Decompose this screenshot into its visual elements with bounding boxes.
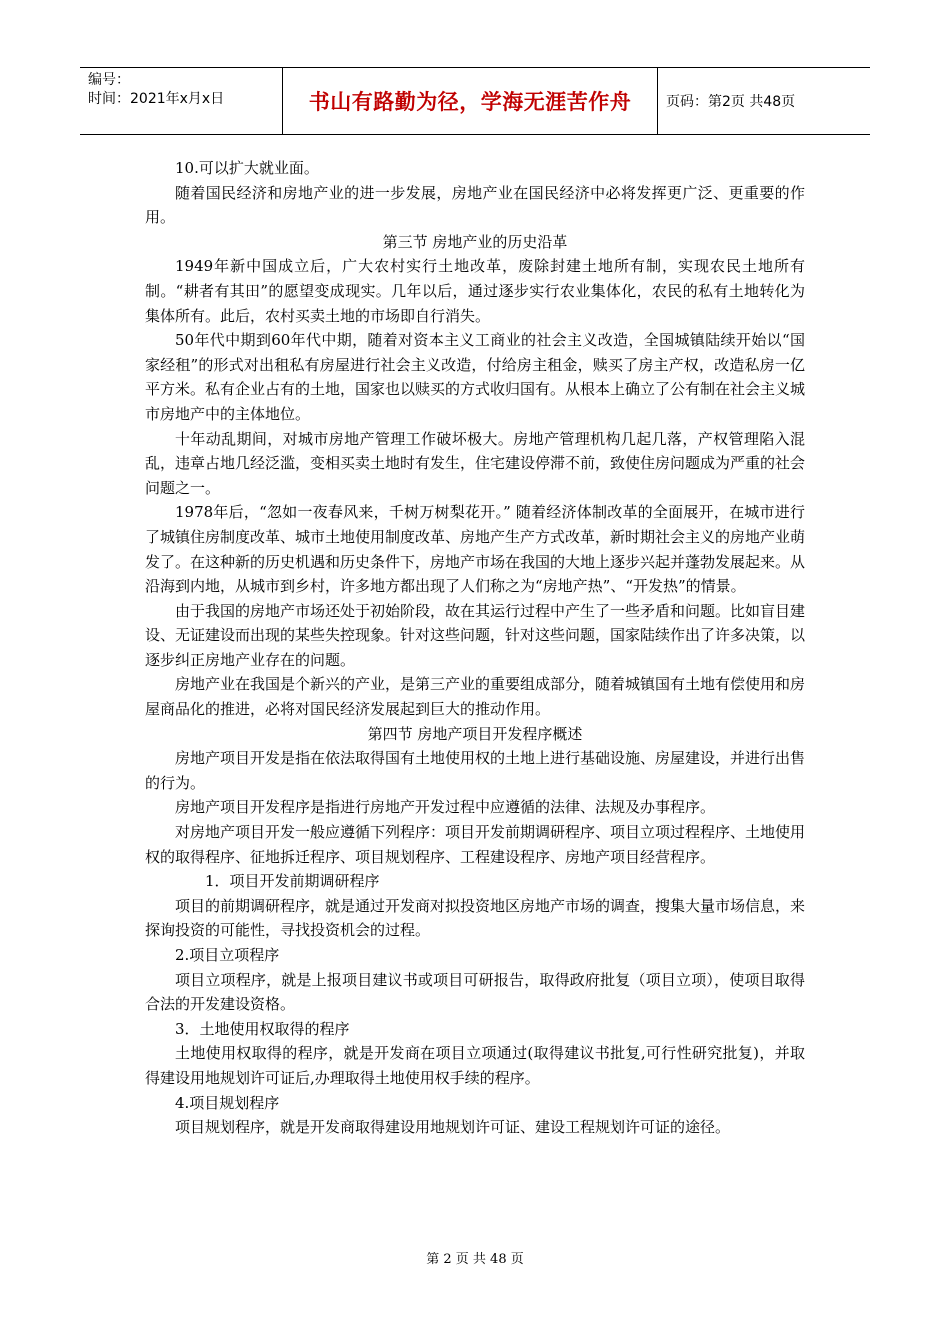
paragraph: 项目规划程序，就是开发商取得建设用地规划许可证、建设工程规划许可证的途径。 [175,1118,731,1137]
paragraph: 10.可以扩大就业面。 [175,159,319,177]
paragraph: 土地使用权取得的程序，就是开发商在项目立项通过(取得建议书批复,可行性研究批复)，并取得建设用地规划许可证后,办理取得土地使用权手续的程序。 [145,1044,805,1087]
paragraph: 房地产项目开发程序是指进行房地产开发过程中应遵循的法律、法规及办事程序。 [175,798,716,817]
subsection-heading: 4.项目规划程序 [175,1093,280,1112]
header-motto: 书山有路勤为径，学海无涯苦作舟 [283,68,658,134]
paragraph: 随着国民经济和房地产业的进一步发展，房地产业在国民经济中必将发挥更广泛、更重要的作用。 [145,183,805,227]
document-number-label: 编号： [88,72,130,88]
paragraph: 项目立项程序，就是上报项目建议书或项目可研报告，取得政府批复（项目立项），使项目取得合法的开发建设资格。 [145,970,805,1014]
subsection-heading: 1．项目开发前期调研程序 [205,872,380,891]
subsection-heading: 2.项目立项程序 [175,946,280,964]
document-date: 时间：2021年x月x日 [88,91,225,107]
document-header [80,67,870,135]
paragraph: 对房地产项目开发一般应遵循下列程序：项目开发前期调研程序、项目立项过程程序、土地使用权的取得程序、征地拆迁程序、项目规划程序、工程建设程序、房地产项目经营程序。 [145,823,806,866]
paragraph: 房地产项目开发是指在依法取得国有土地使用权的土地上进行基础设施、房屋建设，并进行出售的行为。 [145,749,806,792]
section-heading: 第四节 房地产项目开发程序概述 [367,724,583,743]
paragraph: 由于我国的房地产市场还处于初始阶段，故在其运行过程中产生了一些矛盾和问题。比如盲目建设、无证建设而出现的某些失控现象。针对这些问题，针对这些问题，国家陆续作出了许多决策，以逐步纠正房地产业存在的问题。 [145,601,806,669]
paragraph: 十年动乱期间，对城市房地产管理工作破坏极大。房地产管理机构几起几落，产权管理陷入混乱，违章占地几经泛滥，变相买卖土地时有发生，住宅建设停滞不前，致使住房问题成为严重的社会问题之一。 [145,429,806,497]
section-heading: 第三节 房地产业的历史沿革 [382,232,568,251]
paragraph: 1978年后，“忽如一夜春风来，千树万树梨花开。” 随着经济体制改革的全面展开，在城市进行了城镇住房制度改革、城市土地使用制度改革、房地产生产方式改革，新时期社会主义的房地产业萌发了。在这种新的历史机遇和历史条件下，房地产市场在我国的大地上逐步兴起并蓬勃发展起来。从沿海到内地，从城市到乡村，许多地方都出现了人们称之为“房地产热”、“开发热”的情景。 [145,503,806,596]
paragraph: 1949年新中国成立后，广大农村实行土地改革，废除封建土地所有制，实现农民土地所有制。“耕者有其田”的愿望变成现实。几年以后，通过逐步实行农业集体化，农民的私有土地转化为集体所有。此后，农村买卖土地的市场即自行消失。 [145,257,805,325]
subsection-heading: 3．土地使用权取得的程序 [175,1019,350,1038]
paragraph: 房地产业在我国是个新兴的产业，是第三产业的重要组成部分，随着城镇国有土地有偿使用和房屋商品化的推进，必将对国民经济发展起到巨大的推动作用。 [145,675,806,719]
document-body [145,156,805,1140]
paragraph: 项目的前期调研程序，就是通过开发商对拟投资地区房地产市场的调查，搜集大量市场信息，来探询投资的可能性，寻找投资机会的过程。 [145,896,806,940]
header-page-info: 页码：第2页 共48页 [666,94,796,110]
header-meta [80,68,283,134]
page-footer: 第 2 页 共 48 页 [426,1252,524,1267]
paragraph: 50年代中期到60年代中期，随着对资本主义工商业的社会主义改造，全国城镇陆续开始以“国家经租”的形式对出租私有房屋进行社会主义改造，付给房主租金，赎买了房主产权，改造私房一亿平方米。私有企业占有的土地，国家也以赎买的方式收归国有。从根本上确立了公有制在社会主义城市房地产中的主体地位。 [145,331,806,423]
